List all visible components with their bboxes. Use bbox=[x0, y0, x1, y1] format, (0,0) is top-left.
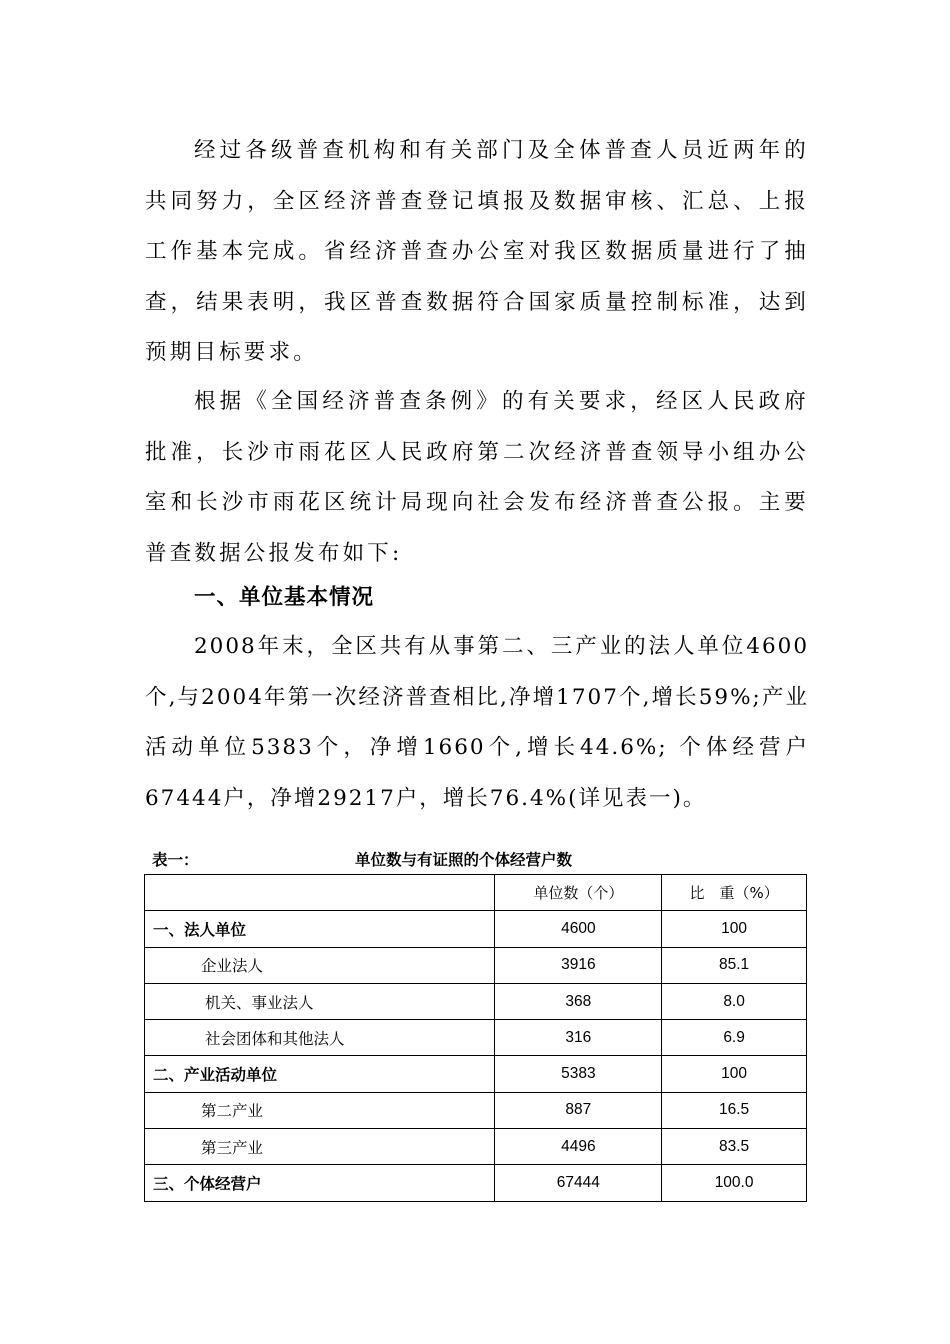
row-name: 二、产业活动单位 bbox=[145, 1056, 495, 1092]
header-count: 单位数（个） bbox=[495, 875, 662, 911]
row-share: 6.9 bbox=[662, 1020, 807, 1056]
table-row bbox=[145, 1056, 807, 1092]
row-count: 316 bbox=[495, 1020, 662, 1056]
header-share: 比 重（%） bbox=[662, 875, 807, 911]
row-share: 100.0 bbox=[662, 1165, 807, 1201]
row-share: 8.0 bbox=[662, 983, 807, 1019]
table-row bbox=[145, 983, 807, 1019]
row-share: 16.5 bbox=[662, 1092, 807, 1128]
summary-paragraph: 2008年末，全区共有从事第二、三产业的法人单位4600个,与2004年第一次经济普查相比,净增1707个,增长59%;产业活动单位5383个，净增1660个,增长44.6%; 个体经营户67444户，净增29217户，增长76.4%(详见表一)。 bbox=[145, 634, 809, 811]
row-name: 机关、事业法人 bbox=[145, 983, 495, 1019]
row-name: 第二产业 bbox=[145, 1092, 495, 1128]
section-heading: 一、单位基本情况 bbox=[194, 585, 375, 610]
table-label: 表一： bbox=[152, 851, 199, 869]
announcement-paragraph: 根据《全国经济普查条例》的有关要求，经区人民政府批准，长沙市雨花区人民政府第二次经济普查领导小组办公室和长沙市雨花区统计局现向社会发布经济普查公报。主要普查数据公报发布如下: bbox=[145, 389, 809, 566]
row-share: 100 bbox=[662, 911, 807, 947]
row-count: 4600 bbox=[495, 911, 662, 947]
row-name: 三、个体经营户 bbox=[145, 1165, 495, 1201]
row-count: 887 bbox=[495, 1092, 662, 1128]
row-name: 企业法人 bbox=[145, 947, 495, 983]
row-count: 4496 bbox=[495, 1129, 662, 1165]
intro-paragraph: 经过各级普查机构和有关部门及全体普查人员近两年的共同努力，全区经济普查登记填报及数据审核、汇总、上报工作基本完成。省经济普查办公室对我区数据质量进行了抽查，结果表明，我区普查数据符合国家质量控制标准，达到预期目标要求。 bbox=[145, 138, 809, 365]
units-table bbox=[144, 874, 807, 1202]
table-row bbox=[145, 1092, 807, 1128]
header-category bbox=[145, 875, 495, 911]
row-share: 85.1 bbox=[662, 947, 807, 983]
table-header-row bbox=[145, 875, 807, 911]
table-row bbox=[145, 1020, 807, 1056]
row-count: 5383 bbox=[495, 1056, 662, 1092]
row-name: 第三产业 bbox=[145, 1129, 495, 1165]
table-row bbox=[145, 1165, 807, 1201]
table-row bbox=[145, 1129, 807, 1165]
table-row bbox=[145, 947, 807, 983]
row-count: 3916 bbox=[495, 947, 662, 983]
row-name: 一、法人单位 bbox=[145, 911, 495, 947]
table-row bbox=[145, 911, 807, 947]
row-name: 社会团体和其他法人 bbox=[145, 1020, 495, 1056]
table-title: 单位数与有证照的个体经营户数 bbox=[355, 851, 573, 869]
row-share: 100 bbox=[662, 1056, 807, 1092]
row-count: 67444 bbox=[495, 1165, 662, 1201]
row-share: 83.5 bbox=[662, 1129, 807, 1165]
row-count: 368 bbox=[495, 983, 662, 1019]
